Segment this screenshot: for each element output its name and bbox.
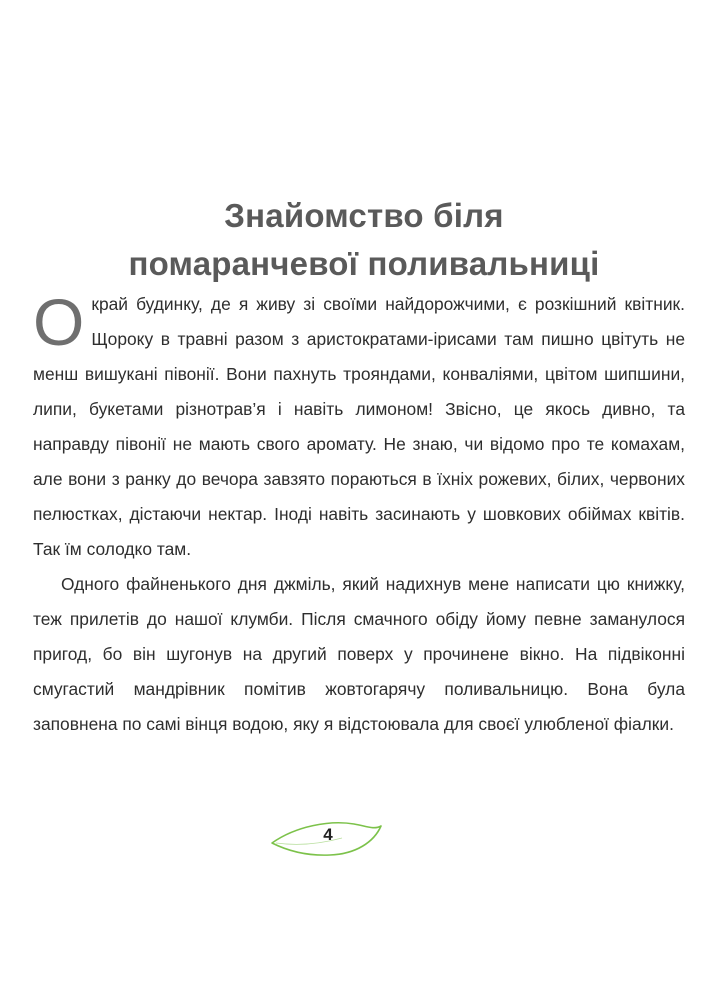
- chapter-title-line-1: Знайомство біля: [224, 197, 504, 235]
- page-footer: [268, 812, 386, 862]
- chapter-title-line-2: помаранчевої поливальниці: [128, 245, 600, 283]
- drop-cap: О: [33, 285, 85, 359]
- chapter-title: [0, 192, 728, 288]
- paragraph-1: [33, 287, 685, 567]
- chapter-body: [33, 287, 685, 742]
- paragraph-2-text: Одного файненького дня джміль, який надихнув мене написати цю книжку, теж прилетів до нашої клумби. Після смачного обіду йому певне заманулося пригод, бо він шугонув на другий поверх у прочинене вікно. На підвіконні смугастий мандрівник помітив жовтогарячу поливальницю. Вона була заповнена по самі вінця водою, яку я відстоювала для своєї улюбленої фіалки.: [33, 574, 685, 734]
- paragraph-2: [33, 567, 685, 742]
- paragraph-1-text: край будинку, де я живу зі своїми найдорожчими, є розкішний квітник. Щороку в травні разом з аристократами-ірисами там пишно цвітуть не менш вишукані півонії. Вони пахнуть трояндами, конваліями, цвітом шипшини, липи, букетами різнотрав’я і навіть лимоном! Звісно, це якось дивно, та направду півонії не мають свого аромату. Не знаю, чи відомо про те комахам, але вони з ранку до вечора завзято пораються в їхніх рожевих, білих, червоних пелюстках, дістаючи нектар. Іноді навіть засинають у шовкових обіймах квітів. Так їм солодко там.: [33, 294, 685, 559]
- page-number: 4: [323, 825, 333, 844]
